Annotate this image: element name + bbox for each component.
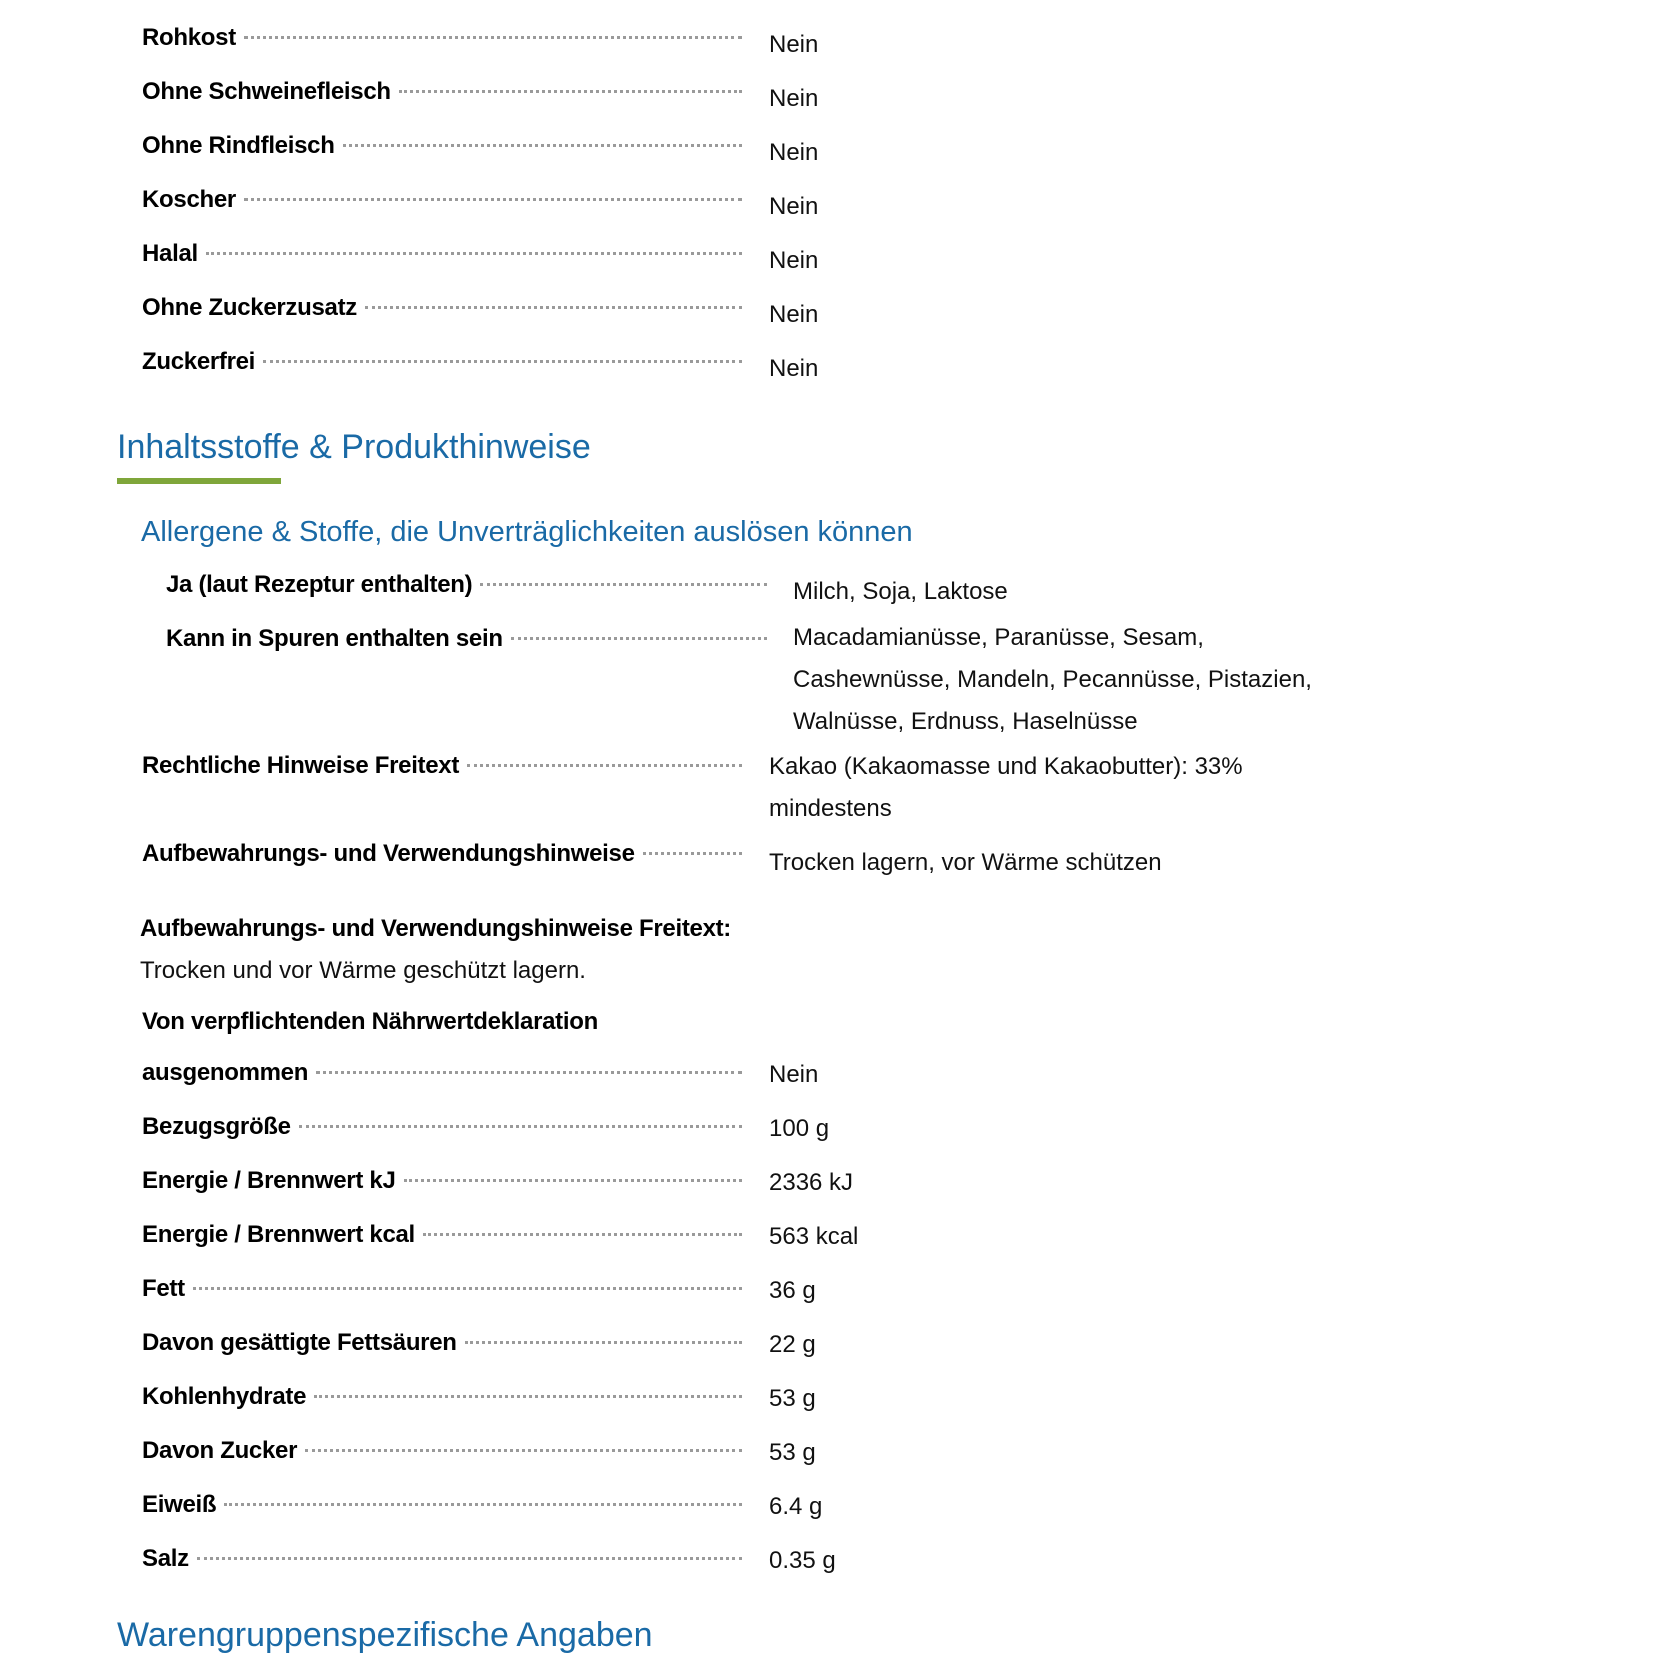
- dot-leader: [343, 144, 742, 147]
- dot-leader: [643, 852, 742, 855]
- row-value: Nein: [769, 247, 819, 274]
- row-label: Kohlenhydrate: [142, 1383, 307, 1410]
- diet-row-koscher: [142, 186, 742, 214]
- dot-leader: [467, 764, 742, 767]
- nutrition-row: [142, 1113, 742, 1141]
- dot-leader: [465, 1341, 742, 1344]
- storage-row: [142, 840, 742, 868]
- nutrition-row: [142, 1275, 742, 1303]
- row-label: Ohne Rindfleisch: [142, 132, 335, 159]
- row-value: Nein: [769, 1061, 819, 1088]
- row-label: Ohne Schweinefleisch: [142, 78, 391, 105]
- dot-leader: [511, 637, 767, 640]
- row-value: Nein: [769, 193, 819, 220]
- dot-leader: [404, 1179, 743, 1182]
- allergen-row-traces: [166, 625, 767, 653]
- dot-leader: [314, 1395, 742, 1398]
- row-value: 36 g: [769, 1277, 816, 1304]
- row-label: Halal: [142, 240, 198, 267]
- nutrition-row: [142, 1383, 742, 1411]
- row-value-line: Walnüsse, Erdnuss, Haselnüsse: [793, 708, 1138, 735]
- row-label: Aufbewahrungs- und Verwendungshinweise: [142, 840, 635, 867]
- row-label: Bezugsgröße: [142, 1113, 291, 1140]
- nutrition-row: [142, 1221, 742, 1249]
- diet-row-zuckerfrei: [142, 348, 742, 376]
- nutrition-row: [142, 1491, 742, 1519]
- row-label: Davon gesättigte Fettsäuren: [142, 1329, 457, 1356]
- row-label: Ja (laut Rezeptur enthalten): [166, 571, 473, 598]
- row-value: 563 kcal: [769, 1223, 859, 1250]
- row-value: Nein: [769, 31, 819, 58]
- section-title-next: Warengruppenspezifische Angaben: [117, 1616, 653, 1654]
- row-value: Nein: [769, 301, 819, 328]
- dot-leader: [399, 90, 742, 93]
- dot-leader: [365, 306, 742, 309]
- row-value: 0.35 g: [769, 1547, 836, 1574]
- exempt-label-line1: Von verpflichtenden Nährwertdeklaration: [142, 1008, 598, 1035]
- dot-leader: [206, 252, 742, 255]
- dot-leader: [305, 1449, 742, 1452]
- row-value-line: Kakao (Kakaomasse und Kakaobutter): 33%: [769, 753, 1243, 780]
- row-value: 22 g: [769, 1331, 816, 1358]
- row-label: Zuckerfrei: [142, 348, 256, 375]
- dot-leader: [263, 360, 742, 363]
- nutrition-row: [142, 1545, 742, 1573]
- row-label: Rohkost: [142, 24, 236, 51]
- row-label: Salz: [142, 1545, 189, 1572]
- row-value: Trocken lagern, vor Wärme schützen: [769, 849, 1162, 876]
- dot-leader: [224, 1503, 742, 1506]
- dot-leader: [423, 1233, 742, 1236]
- dot-leader: [316, 1071, 742, 1074]
- storage-free-value: Trocken und vor Wärme geschützt lagern.: [140, 957, 586, 984]
- row-label: Kann in Spuren enthalten sein: [166, 625, 503, 652]
- diet-row-halal: [142, 240, 742, 268]
- diet-row-ohne-schweinefleisch: [142, 78, 742, 106]
- dot-leader: [480, 583, 767, 586]
- dot-leader: [244, 198, 742, 201]
- storage-free-label: Aufbewahrungs- und Verwendungshinweise Freitext:: [140, 915, 732, 942]
- diet-row-rohkost: [142, 24, 742, 52]
- row-value: 53 g: [769, 1439, 816, 1466]
- row-value: Milch, Soja, Laktose: [793, 578, 1008, 605]
- section-title-underline: [117, 478, 281, 484]
- nutrition-row: [142, 1167, 742, 1195]
- diet-row-ohne-rindfleisch: [142, 132, 742, 160]
- row-label: Energie / Brennwert kJ: [142, 1167, 396, 1194]
- dot-leader: [299, 1125, 742, 1128]
- nutrition-row: [142, 1329, 742, 1357]
- row-value: 53 g: [769, 1385, 816, 1412]
- allergen-row-contained: [166, 571, 767, 599]
- dot-leader: [244, 36, 742, 39]
- row-label: Ohne Zuckerzusatz: [142, 294, 357, 321]
- row-value: Nein: [769, 85, 819, 112]
- row-value: 6.4 g: [769, 1493, 823, 1520]
- row-label: Energie / Brennwert kcal: [142, 1221, 415, 1248]
- row-value: 2336 kJ: [769, 1169, 854, 1196]
- row-value: 100 g: [769, 1115, 830, 1142]
- exempt-row: [142, 1059, 742, 1087]
- dot-leader: [193, 1287, 742, 1290]
- nutrition-row: [142, 1437, 742, 1465]
- diet-row-ohne-zuckerzusatz: [142, 294, 742, 322]
- row-value-line: Macadamianüsse, Paranüsse, Sesam,: [793, 624, 1204, 651]
- row-value-line: Cashewnüsse, Mandeln, Pecannüsse, Pistazien,: [793, 666, 1312, 693]
- row-label: Fett: [142, 1275, 185, 1302]
- row-value: Nein: [769, 139, 819, 166]
- row-label: Rechtliche Hinweise Freitext: [142, 752, 460, 779]
- row-value-line: mindestens: [769, 795, 892, 822]
- row-label: ausgenommen: [142, 1059, 309, 1086]
- row-label: Koscher: [142, 186, 236, 213]
- section-title-ingredients: Inhaltsstoffe & Produkthinweise: [117, 428, 591, 466]
- row-label: Davon Zucker: [142, 1437, 298, 1464]
- legal-row: [142, 752, 742, 780]
- dot-leader: [197, 1557, 742, 1560]
- row-label: Eiweiß: [142, 1491, 217, 1518]
- row-value: Nein: [769, 355, 819, 382]
- allergens-title: Allergene & Stoffe, die Unverträglichkeiten auslösen können: [141, 516, 913, 548]
